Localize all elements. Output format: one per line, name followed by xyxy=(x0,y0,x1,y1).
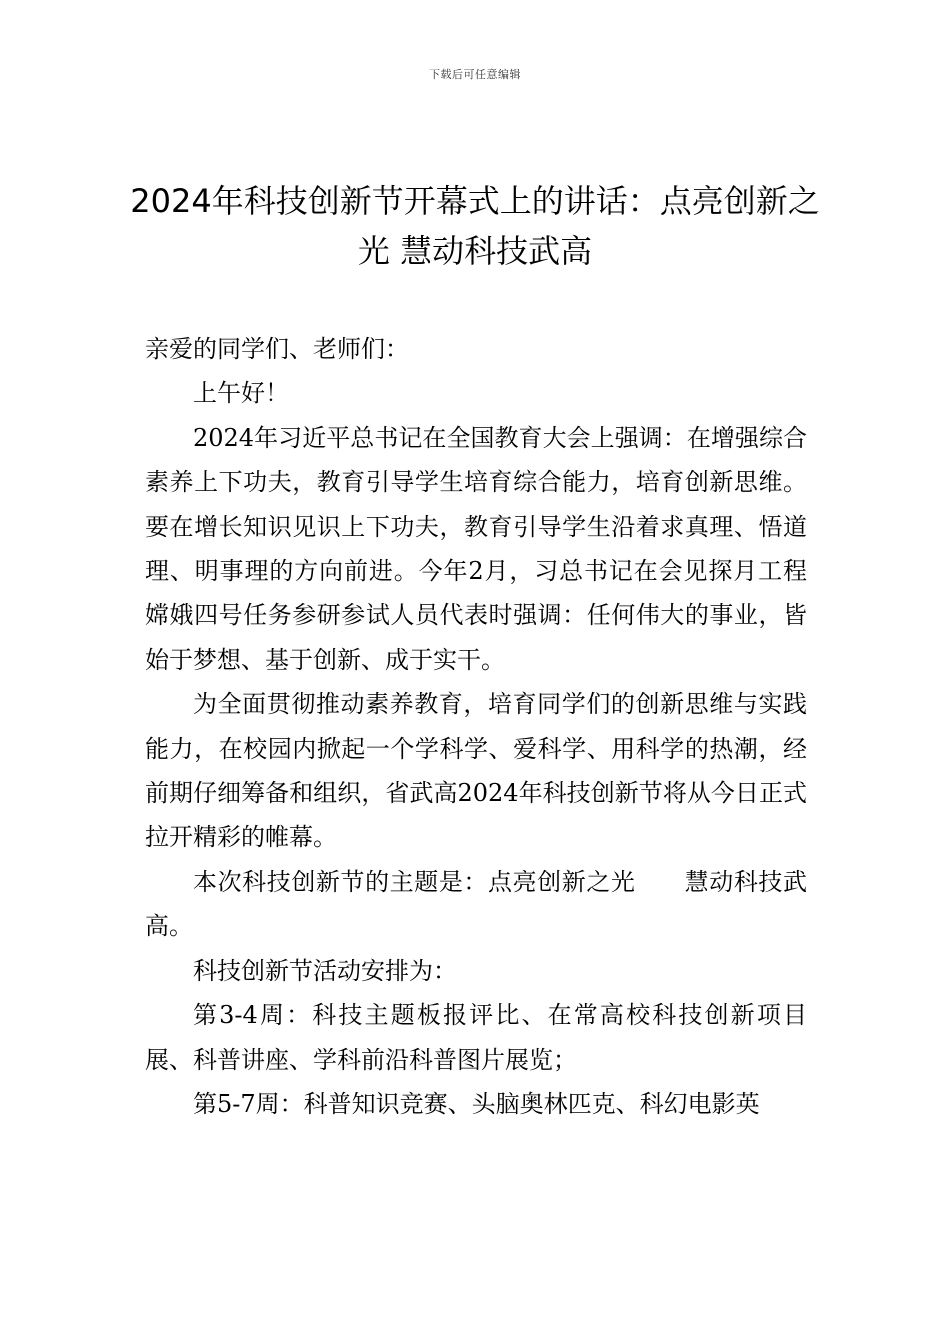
header-note: 下载后可任意编辑 xyxy=(429,68,521,81)
document-body xyxy=(145,327,807,1126)
paragraph-schedule-week-5-7: 第5-7周：科普知识竞赛、头脑奥林匹克、科幻电影英 xyxy=(193,1089,760,1118)
salutation: 亲爱的同学们、老师们： xyxy=(145,335,409,363)
paragraph-education-conference: 2024年习近平总书记在全国教育大会上强调：在增强综合素养上下功夫，教育引导学生培育综合能力，培育创新思维。要在增长知识见识上下功夫，教育引导学生沿着求真理、悟道理、明事理的方向前进。今年2月，习总书记在会见探月工程嫦娥四号任务参研参试人员代表时强调：任何伟大的事业，皆始于梦想、基于创新、成于实干。 xyxy=(145,423,807,674)
paragraph-greeting: 上午好！ xyxy=(193,379,289,408)
paragraph-schedule-intro: 科技创新节活动安排为： xyxy=(193,956,457,985)
paragraph-festival-purpose: 为全面贯彻推动素养教育，培育同学们的创新思维与实践能力，在校园内掀起一个学科学、爱科学、用科学的热潮，经前期仔细筹备和组织，省武高2024年科技创新节将从今日正式拉开精彩的帷幕。 xyxy=(145,690,807,852)
document-title: 2024年科技创新节开幕式上的讲话：点亮创新之光 慧动科技武高 xyxy=(130,182,820,270)
paragraph-festival-theme: 本次科技创新节的主题是：点亮创新之光 慧动科技武高。 xyxy=(145,867,807,941)
paragraph-schedule-week-3-4: 第3-4周：科技主题板报评比、在常高校科技创新项目展、科普讲座、学科前沿科普图片展览； xyxy=(145,1001,807,1074)
